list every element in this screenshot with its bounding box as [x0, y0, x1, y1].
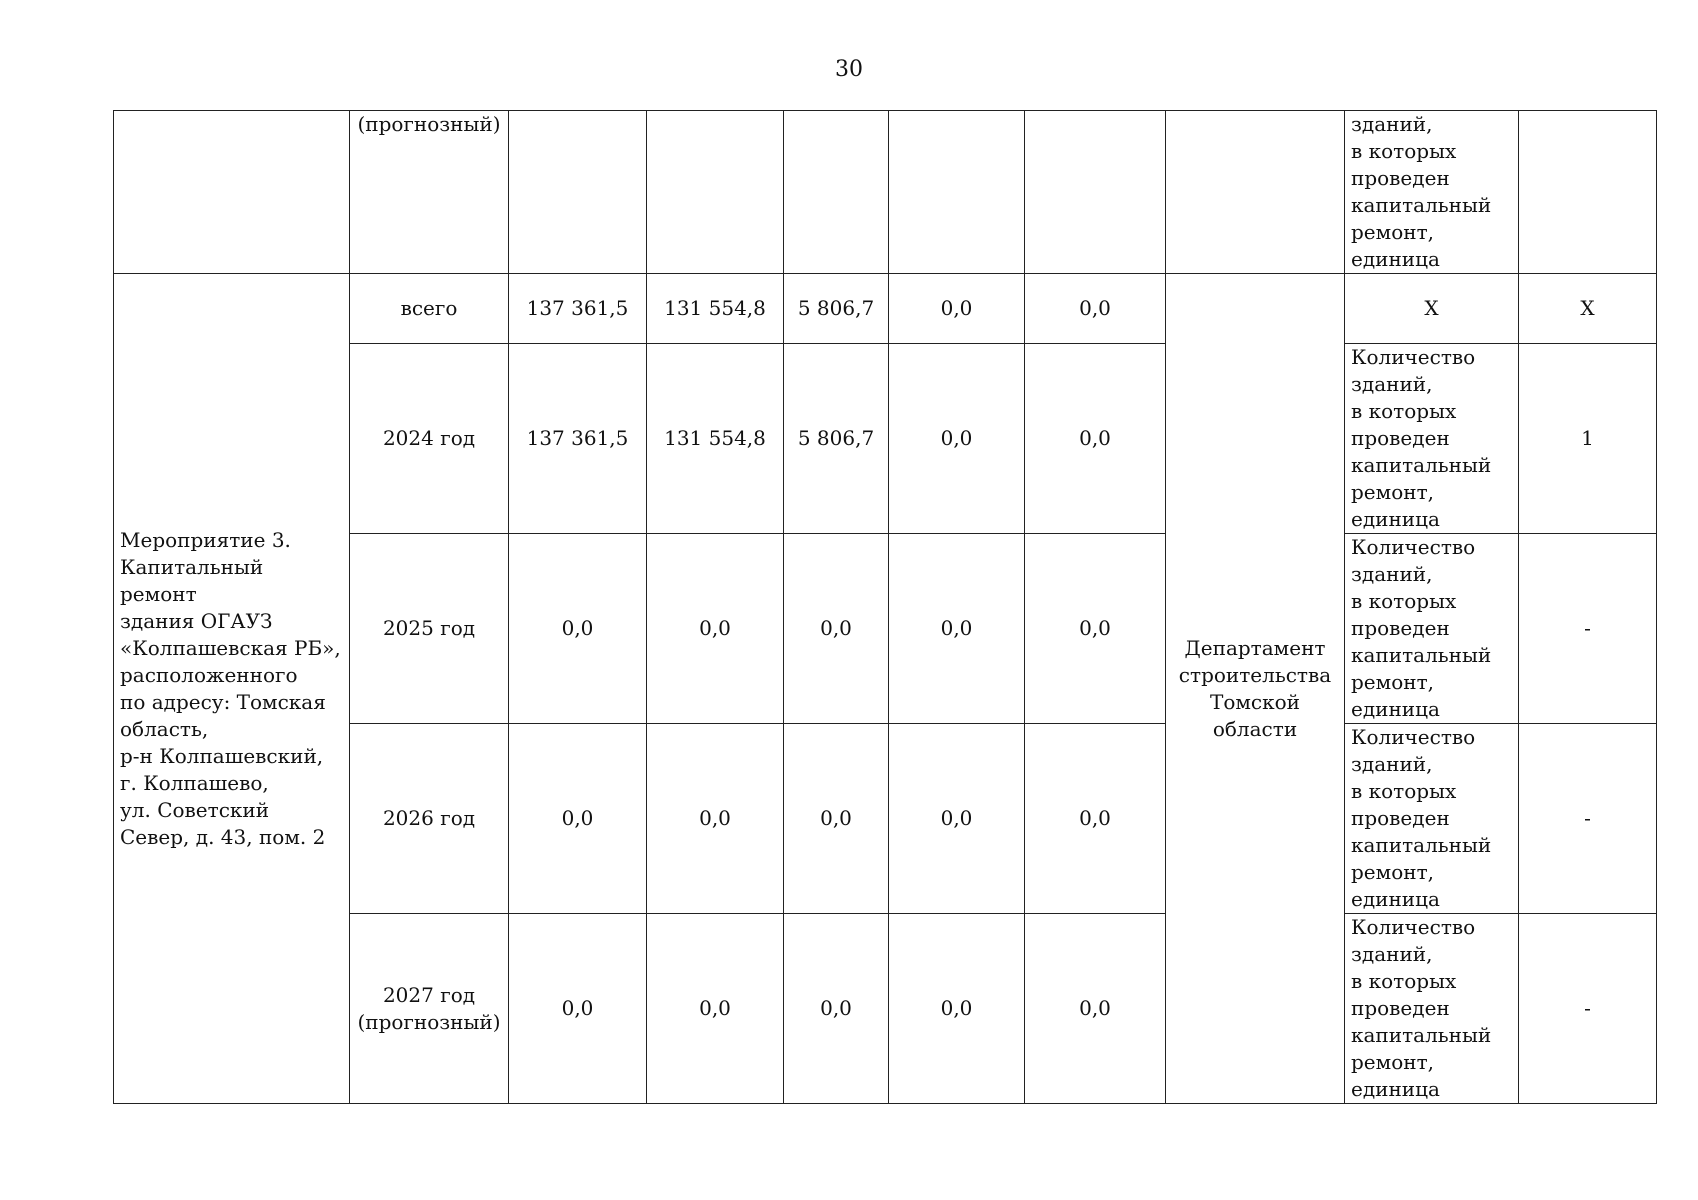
- executor-line: Департамент: [1184, 635, 1326, 660]
- event-line: расположенного: [120, 662, 298, 687]
- indicator-line: в которых: [1351, 139, 1457, 163]
- executor-line: строительства: [1178, 662, 1332, 687]
- continued-value-cell: [1519, 111, 1657, 274]
- executor-line: Томской: [1209, 689, 1300, 714]
- year-cell: всего: [350, 274, 509, 344]
- continued-indicator-cell: [1345, 111, 1519, 274]
- regional-cell: 5 806,7: [784, 344, 889, 534]
- continued-row: [114, 111, 1657, 274]
- executor-line: области: [1212, 716, 1298, 741]
- indicator-line: зданий,: [1351, 112, 1433, 136]
- event-line: по адресу: Томская: [120, 689, 326, 714]
- event-line: «Колпашевская РБ»,: [120, 635, 341, 660]
- event-line: здания ОГАУЗ: [120, 608, 273, 633]
- federal-cell: 0,0: [647, 724, 784, 914]
- other-cell: 0,0: [1025, 724, 1166, 914]
- indicator-cell: Количество зданий, в которых проведен капитальный ремонт, единица: [1345, 724, 1519, 914]
- local-cell: 0,0: [889, 914, 1025, 1104]
- other-cell: 0,0: [1025, 274, 1166, 344]
- event-line: область,: [120, 716, 209, 741]
- value-cell: -: [1519, 724, 1657, 914]
- total-cell: 0,0: [509, 724, 647, 914]
- continued-local-cell: [889, 111, 1025, 274]
- local-cell: 0,0: [889, 724, 1025, 914]
- regional-cell: 5 806,7: [784, 274, 889, 344]
- event-line: ул. Советский: [120, 797, 270, 822]
- local-cell: 0,0: [889, 534, 1025, 724]
- indicator-line: единица: [1351, 247, 1440, 271]
- federal-cell: 0,0: [647, 534, 784, 724]
- event-name-cell: [114, 274, 350, 1104]
- federal-cell: 131 554,8: [647, 344, 784, 534]
- year-cell: 2025 год: [350, 534, 509, 724]
- total-cell: 0,0: [509, 914, 647, 1104]
- total-cell: 0,0: [509, 534, 647, 724]
- indicator-line: ремонт,: [1351, 220, 1434, 244]
- other-cell: 0,0: [1025, 534, 1166, 724]
- year-cell: 2026 год: [350, 724, 509, 914]
- continued-executor-cell: [1166, 111, 1345, 274]
- event-line: Мероприятие 3.: [120, 527, 291, 552]
- total-cell: 137 361,5: [509, 344, 647, 534]
- other-cell: 0,0: [1025, 914, 1166, 1104]
- regional-cell: 0,0: [784, 534, 889, 724]
- continued-year-cell: [350, 111, 509, 274]
- federal-cell: 0,0: [647, 914, 784, 1104]
- value-cell: 1: [1519, 344, 1657, 534]
- continued-other-cell: [1025, 111, 1166, 274]
- executor-cell: [1166, 274, 1345, 1104]
- total-cell: 137 361,5: [509, 274, 647, 344]
- page-number: 30: [835, 57, 863, 82]
- continued-event-cell: [114, 111, 350, 274]
- table-row: [114, 274, 1657, 344]
- other-cell: 0,0: [1025, 344, 1166, 534]
- regional-cell: 0,0: [784, 724, 889, 914]
- year-cell: 2027 год (прогнозный): [350, 914, 509, 1104]
- event-line: Север, д. 43, пом. 2: [120, 824, 326, 849]
- value-cell: -: [1519, 914, 1657, 1104]
- event-line: Капитальный ремонт: [120, 554, 264, 606]
- program-table: [113, 110, 1657, 1104]
- value-cell: -: [1519, 534, 1657, 724]
- value-cell: X: [1519, 274, 1657, 344]
- year-cell: 2024 год: [350, 344, 509, 534]
- regional-cell: 0,0: [784, 914, 889, 1104]
- continued-regional-cell: [784, 111, 889, 274]
- event-line: р-н Колпашевский,: [120, 743, 324, 768]
- event-line: г. Колпашево,: [120, 770, 269, 795]
- federal-cell: 131 554,8: [647, 274, 784, 344]
- indicator-cell: Количество зданий, в которых проведен капитальный ремонт, единица: [1345, 534, 1519, 724]
- indicator-line: проведен: [1351, 166, 1450, 190]
- indicator-cell: Количество зданий, в которых проведен капитальный ремонт, единица: [1345, 914, 1519, 1104]
- continued-year-label: (прогнозный): [357, 112, 501, 136]
- continued-federal-cell: [647, 111, 784, 274]
- local-cell: 0,0: [889, 344, 1025, 534]
- indicator-cell: Количество зданий, в которых проведен капитальный ремонт, единица: [1345, 344, 1519, 534]
- indicator-cell: X: [1345, 274, 1519, 344]
- local-cell: 0,0: [889, 274, 1025, 344]
- indicator-line: капитальный: [1351, 193, 1492, 217]
- continued-total-cell: [509, 111, 647, 274]
